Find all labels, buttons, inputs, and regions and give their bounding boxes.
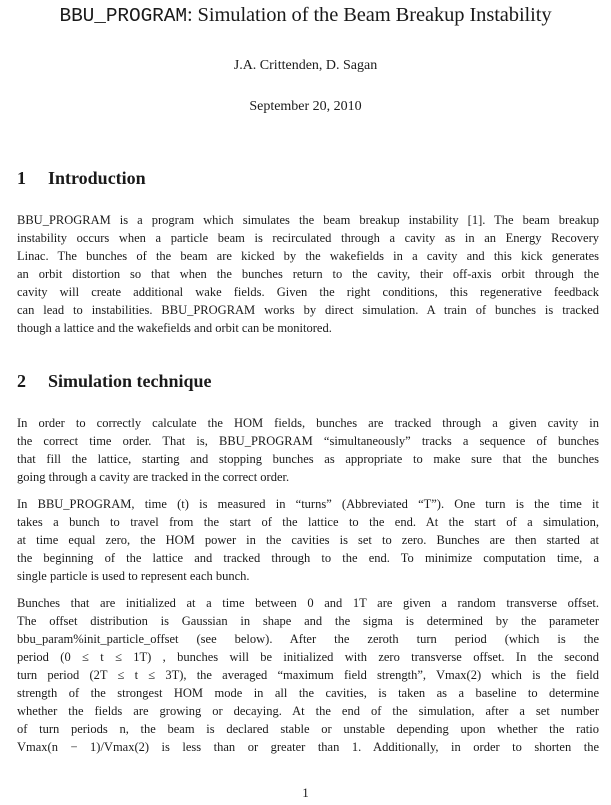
text-line: bbu_param%init_particle_offset (see below). After the zeroth turn period (which is the (17, 632, 599, 646)
paragraph-simulation-2 (17, 495, 599, 585)
text-line: turn period (2T ≤ t ≤ 3T), the averaged “maximum field strength”, Vmax(2) which is the field (17, 668, 599, 682)
text-line: the correct time order. That is, BBU_PROGRAM “simultaneously” tracks a sequence of bunches (17, 434, 599, 448)
text-line: single particle is used to represent each bunch. (17, 569, 250, 583)
paragraph-simulation-1 (17, 414, 599, 486)
text-line: an orbit distortion so that when the bunches return to the cavity, their off-axis orbit through the (17, 267, 599, 281)
page-title (0, 4, 611, 27)
text-line: instability occurs when a particle beam is recirculated through a cavity as in an Energy Recovery (17, 231, 599, 245)
page-number: 1 (302, 785, 309, 800)
title-program-name: BBU_PROGRAM (59, 5, 187, 27)
authors: J.A. Crittenden, D. Sagan (233, 58, 378, 73)
text-line: takes a bunch to travel from the start of the lattice to the end. At the start of a simulation, (17, 515, 599, 529)
text-line: though a lattice and the wakefields and orbit can be monitored. (17, 321, 332, 335)
text-line: period (0 ≤ t ≤ 1T) , bunches will be initialized with zero transverse offset. In the second (17, 650, 599, 664)
section-title: Simulation technique (48, 371, 212, 391)
text-line: BBU_PROGRAM is a program which simulates the beam breakup instability [1]. The beam breakup (17, 213, 599, 227)
section-number: 1 (17, 168, 26, 188)
section-number: 2 (17, 371, 26, 391)
section-heading-simulation-technique (17, 371, 212, 392)
text-line: can lead to instabilities. BBU_PROGRAM works by direct simulation. A train of bunches is tracked (17, 303, 599, 317)
text-line: whether the fields are growing or decaying. At the end of the simulation, after a set number (17, 704, 599, 718)
section-title: Introduction (48, 168, 146, 188)
text-line: In BBU_PROGRAM, time (t) is measured in “turns” (Abbreviated “T”). One turn is the time it (17, 497, 599, 511)
text-line: going through a cavity are tracked in the correct order. (17, 470, 290, 484)
title-text: : Simulation of the Beam Breakup Instability (186, 4, 552, 26)
date: September 20, 2010 (249, 99, 362, 114)
text-line: Vmax(n − 1)/Vmax(2) is less than or greater than 1. Additionally, in order to shorten the (17, 740, 599, 754)
paragraph-introduction (17, 211, 599, 337)
text-line: The offset distribution is Gaussian in shape and the sigma is determined by the parameter (17, 614, 599, 628)
text-line: In order to correctly calculate the HOM fields, bunches are tracked through a given cavity in (17, 416, 599, 430)
text-line: that fill the lattice, starting and stopping bunches as appropriate to make sure that the bunches (17, 452, 599, 466)
text-line: of turn periods n, the beam is declared stable or unstable depending upon whether the ratio (17, 722, 599, 736)
section-heading-introduction (17, 168, 146, 189)
text-line: cavity will create additional wake fields. Given the right conditions, this regenerative feedback (17, 285, 599, 299)
paragraph-simulation-3 (17, 594, 599, 756)
text-line: Bunches that are initialized at a time between 0 and 1T are given a random transverse offset. (17, 596, 599, 610)
text-line: strength of the strongest HOM mode in all the cavities, is taken as a baseline to determine (17, 686, 599, 700)
text-line: the beginning of the lattice and tracked through to the end. To minimize computation time, a (17, 551, 599, 565)
text-line: at time equal zero, the HOM power in the cavities is set to zero. Bunches are then started at (17, 533, 599, 547)
text-line: Linac. The bunches of the beam are kicked by the wakefields in a cavity and this kick generates (17, 249, 599, 263)
